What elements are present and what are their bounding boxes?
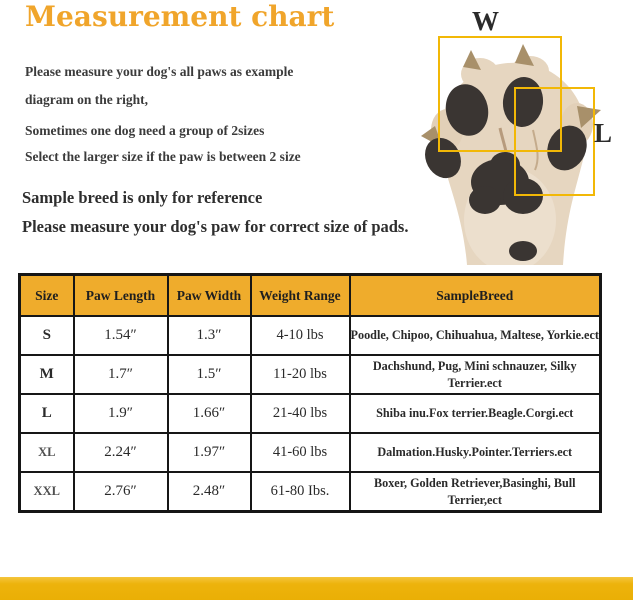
cell-paw-width: 2.48″ <box>168 472 251 512</box>
cell-paw-length: 1.7″ <box>74 355 168 394</box>
table-header-row <box>20 275 601 317</box>
cell-sample-breed: Boxer, Golden Retriever,Basinghi, Bull Terrier,ect <box>350 472 601 512</box>
cell-sample-breed: Shiba inu.Fox terrier.Beagle.Corgi.ect <box>350 394 601 433</box>
cell-size: XL <box>20 433 74 472</box>
instruction-line: Please measure your dog's all paws as example <box>25 64 294 79</box>
cell-sample-breed: Dachshund, Pug, Mini schnauzer, Silky Terrier.ect <box>350 355 601 394</box>
cell-paw-width: 1.3″ <box>168 316 251 355</box>
header-weight-range: Weight Range <box>251 275 350 317</box>
header-sample-breed: SampleBreed <box>350 275 601 317</box>
cell-paw-length: 2.24″ <box>74 433 168 472</box>
bottom-accent-bar <box>0 577 633 600</box>
table-row <box>20 355 601 394</box>
cell-paw-length: 1.9″ <box>74 394 168 433</box>
cell-weight-range: 21-40 lbs <box>251 394 350 433</box>
header-size: Size <box>20 275 74 317</box>
note-line: Sample breed is only for reference <box>22 188 263 207</box>
cell-size: S <box>20 316 74 355</box>
table-row <box>20 394 601 433</box>
cell-paw-length: 1.54″ <box>74 316 168 355</box>
cell-paw-width: 1.66″ <box>168 394 251 433</box>
size-table <box>18 273 602 513</box>
cell-sample-breed: Poodle, Chipoo, Chihuahua, Maltese, Yorkie.ect <box>350 316 601 355</box>
instruction-line: diagram on the right, <box>25 92 148 107</box>
table-row <box>20 316 601 355</box>
cell-weight-range: 41-60 lbs <box>251 433 350 472</box>
page-title: Measurement chart <box>25 0 335 33</box>
cell-paw-width: 1.5″ <box>168 355 251 394</box>
cell-sample-breed: Dalmation.Husky.Pointer.Terriers.ect <box>350 433 601 472</box>
width-label: W <box>472 6 499 36</box>
length-measure-box <box>514 87 595 196</box>
instruction-line: Sometimes one dog need a group of 2sizes <box>25 123 265 138</box>
cell-size: XXL <box>20 472 74 512</box>
cell-weight-range: 61-80 Ibs. <box>251 472 350 512</box>
cell-weight-range: 4-10 lbs <box>251 316 350 355</box>
table-row <box>20 433 601 472</box>
header-paw-width: Paw Width <box>168 275 251 317</box>
table-row <box>20 472 601 512</box>
cell-paw-width: 1.97″ <box>168 433 251 472</box>
header-paw-length: Paw Length <box>74 275 168 317</box>
cell-size: M <box>20 355 74 394</box>
cell-weight-range: 11-20 lbs <box>251 355 350 394</box>
cell-size: L <box>20 394 74 433</box>
note-line: Please measure your dog's paw for correct size of pads. <box>22 217 409 236</box>
instruction-line: Select the larger size if the paw is between 2 size <box>25 149 301 164</box>
length-label: L <box>594 118 613 148</box>
cell-paw-length: 2.76″ <box>74 472 168 512</box>
